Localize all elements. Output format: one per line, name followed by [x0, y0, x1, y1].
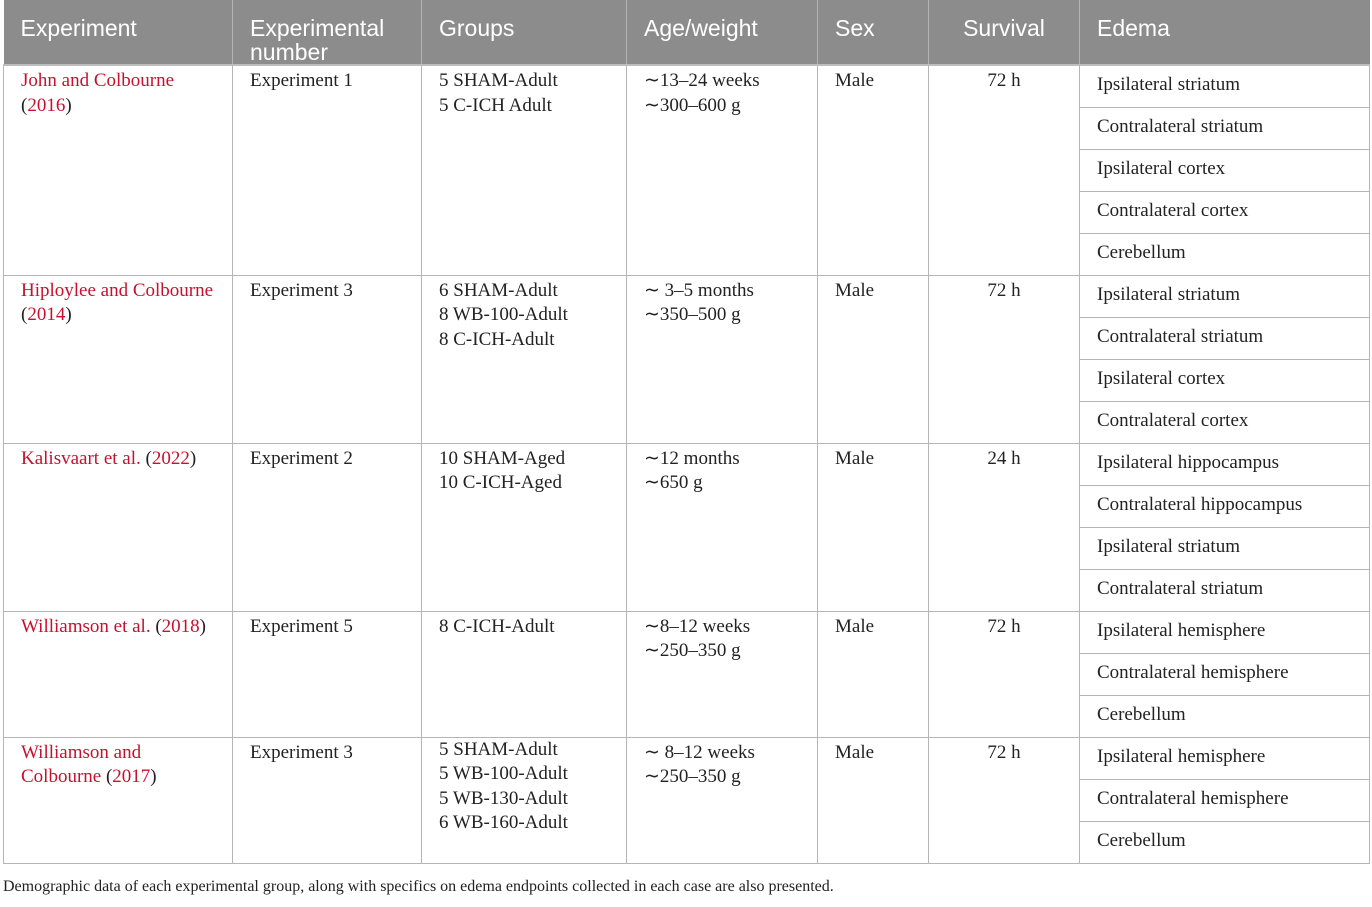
- header-experimental-number-line2: number: [250, 39, 328, 65]
- table-row: [4, 737, 1370, 779]
- survival-cell: 24 h: [929, 443, 1080, 611]
- experiment-number-cell: Experiment 1: [233, 65, 422, 275]
- paren-open: (: [105, 766, 113, 787]
- edema-cell: Ipsilateral striatum: [1080, 275, 1370, 317]
- group-item: 5 WB-130-Adult: [439, 787, 568, 809]
- experiment-number-cell: Experiment 3: [233, 275, 422, 443]
- reference-year-link[interactable]: 2016: [27, 94, 66, 116]
- data-table-container: [3, 0, 1369, 864]
- reference-year-link[interactable]: 2018: [161, 615, 200, 637]
- paren-close: ): [189, 447, 197, 469]
- group-item: 6 WB-160-Adult: [439, 812, 568, 833]
- table-caption: Demographic data of each experimental group, along with specifics on edema endpoints collected in each case are also presented.: [3, 878, 834, 895]
- group-item: 10 C-ICH-Aged: [439, 472, 562, 493]
- reference-year-link[interactable]: 2014: [27, 304, 66, 325]
- reference-link[interactable]: Williamson and: [21, 741, 142, 763]
- edema-cell: Cerebellum: [1080, 695, 1370, 737]
- age-weight-cell: [627, 611, 818, 737]
- weight-value: ∼250–350 g: [644, 766, 741, 787]
- header-experimental-number: [233, 0, 422, 65]
- header-age-weight: Age/weight: [627, 0, 818, 65]
- edema-cell: Contralateral cortex: [1080, 401, 1370, 443]
- edema-cell: Contralateral hippocampus: [1080, 485, 1370, 527]
- experiment-cell: [4, 275, 233, 443]
- groups-cell: [422, 611, 627, 737]
- experiments-table: [3, 0, 1370, 864]
- paren-open: (: [21, 304, 28, 325]
- weight-value: ∼650 g: [644, 472, 703, 493]
- edema-cell: Ipsilateral striatum: [1080, 65, 1370, 107]
- groups-cell: [422, 65, 627, 275]
- reference-link-line2[interactable]: Colbourne: [21, 766, 106, 787]
- age-weight-cell: [627, 275, 818, 443]
- reference-link[interactable]: Kalisvaart et al.: [21, 447, 146, 469]
- table-row: [4, 443, 1370, 485]
- paren-close: ): [65, 94, 72, 116]
- age-value: ∼ 8–12 weeks: [644, 741, 755, 763]
- table-row: [4, 611, 1370, 653]
- experiment-number-cell: Experiment 2: [233, 443, 422, 611]
- edema-cell: Contralateral hemisphere: [1080, 653, 1370, 695]
- edema-cell: Contralateral striatum: [1080, 317, 1370, 359]
- experiment-cell: [4, 611, 233, 737]
- sex-cell: Male: [818, 611, 929, 737]
- age-value: ∼ 3–5 months: [644, 279, 754, 301]
- edema-cell: Contralateral striatum: [1080, 569, 1370, 611]
- age-weight-cell: [627, 737, 818, 863]
- sex-cell: Male: [818, 737, 929, 863]
- group-item: 5 WB-100-Adult: [439, 763, 568, 784]
- edema-cell: Cerebellum: [1080, 233, 1370, 275]
- paren-open: (: [21, 94, 28, 116]
- weight-value: ∼250–350 g: [644, 640, 741, 661]
- group-item: 6 SHAM-Adult: [439, 279, 558, 301]
- edema-cell: Contralateral hemisphere: [1080, 779, 1370, 821]
- reference-link[interactable]: Hiploylee and Colbourne: [21, 279, 214, 301]
- experiment-cell: [4, 65, 233, 275]
- paren-open: (: [145, 447, 152, 469]
- group-item: 5 SHAM-Adult: [439, 738, 558, 760]
- table-row: [4, 65, 1370, 107]
- groups-cell: [422, 443, 627, 611]
- sex-cell: Male: [818, 275, 929, 443]
- groups-cell: [422, 275, 627, 443]
- weight-value: ∼300–600 g: [644, 94, 741, 116]
- edema-cell: Ipsilateral hemisphere: [1080, 611, 1370, 653]
- experiment-number-cell: Experiment 3: [233, 737, 422, 863]
- table-row: [4, 275, 1370, 317]
- reference-link[interactable]: Williamson et al.: [21, 615, 156, 637]
- edema-cell: Ipsilateral hemisphere: [1080, 737, 1370, 779]
- paren-open: (: [155, 615, 162, 637]
- group-item: 8 C-ICH-Adult: [439, 615, 555, 637]
- experiment-number-cell: Experiment 5: [233, 611, 422, 737]
- age-value: ∼8–12 weeks: [644, 615, 751, 637]
- header-sex: Sex: [818, 0, 929, 65]
- experiment-cell: [4, 737, 233, 863]
- reference-year-link[interactable]: 2017: [112, 766, 151, 787]
- group-item: 10 SHAM-Aged: [439, 447, 566, 469]
- edema-cell: Ipsilateral striatum: [1080, 527, 1370, 569]
- weight-value: ∼350–500 g: [644, 304, 741, 325]
- experiment-cell: [4, 443, 233, 611]
- edema-cell: Cerebellum: [1080, 821, 1370, 863]
- paren-close: ): [150, 766, 157, 787]
- header-groups: Groups: [422, 0, 627, 65]
- reference-year-link[interactable]: 2022: [151, 447, 190, 469]
- groups-cell: [422, 737, 627, 863]
- survival-cell: 72 h: [929, 275, 1080, 443]
- group-item: 8 C-ICH-Adult: [439, 328, 555, 350]
- age-value: ∼13–24 weeks: [644, 70, 760, 91]
- header-edema: Edema: [1080, 0, 1370, 65]
- group-item: 5 SHAM-Adult: [439, 70, 558, 91]
- paren-close: ): [65, 304, 72, 325]
- age-weight-cell: [627, 65, 818, 275]
- edema-cell: Contralateral cortex: [1080, 191, 1370, 233]
- paren-close: ): [199, 615, 206, 637]
- table-header-row: [4, 0, 1370, 65]
- sex-cell: Male: [818, 443, 929, 611]
- reference-link[interactable]: John and Colbourne: [21, 70, 175, 91]
- survival-cell: 72 h: [929, 737, 1080, 863]
- age-weight-cell: [627, 443, 818, 611]
- sex-cell: Male: [818, 65, 929, 275]
- age-value: ∼12 months: [644, 447, 740, 469]
- group-item: 5 C-ICH Adult: [439, 94, 552, 116]
- edema-cell: Ipsilateral hippocampus: [1080, 443, 1370, 485]
- header-experimental-number-line1: Experimental: [250, 15, 385, 41]
- header-survival: Survival: [929, 0, 1080, 65]
- header-experiment: Experiment: [4, 0, 233, 65]
- edema-cell: Contralateral striatum: [1080, 107, 1370, 149]
- survival-cell: 72 h: [929, 611, 1080, 737]
- edema-cell: Ipsilateral cortex: [1080, 359, 1370, 401]
- edema-cell: Ipsilateral cortex: [1080, 149, 1370, 191]
- group-item: 8 WB-100-Adult: [439, 304, 568, 325]
- survival-cell: 72 h: [929, 65, 1080, 275]
